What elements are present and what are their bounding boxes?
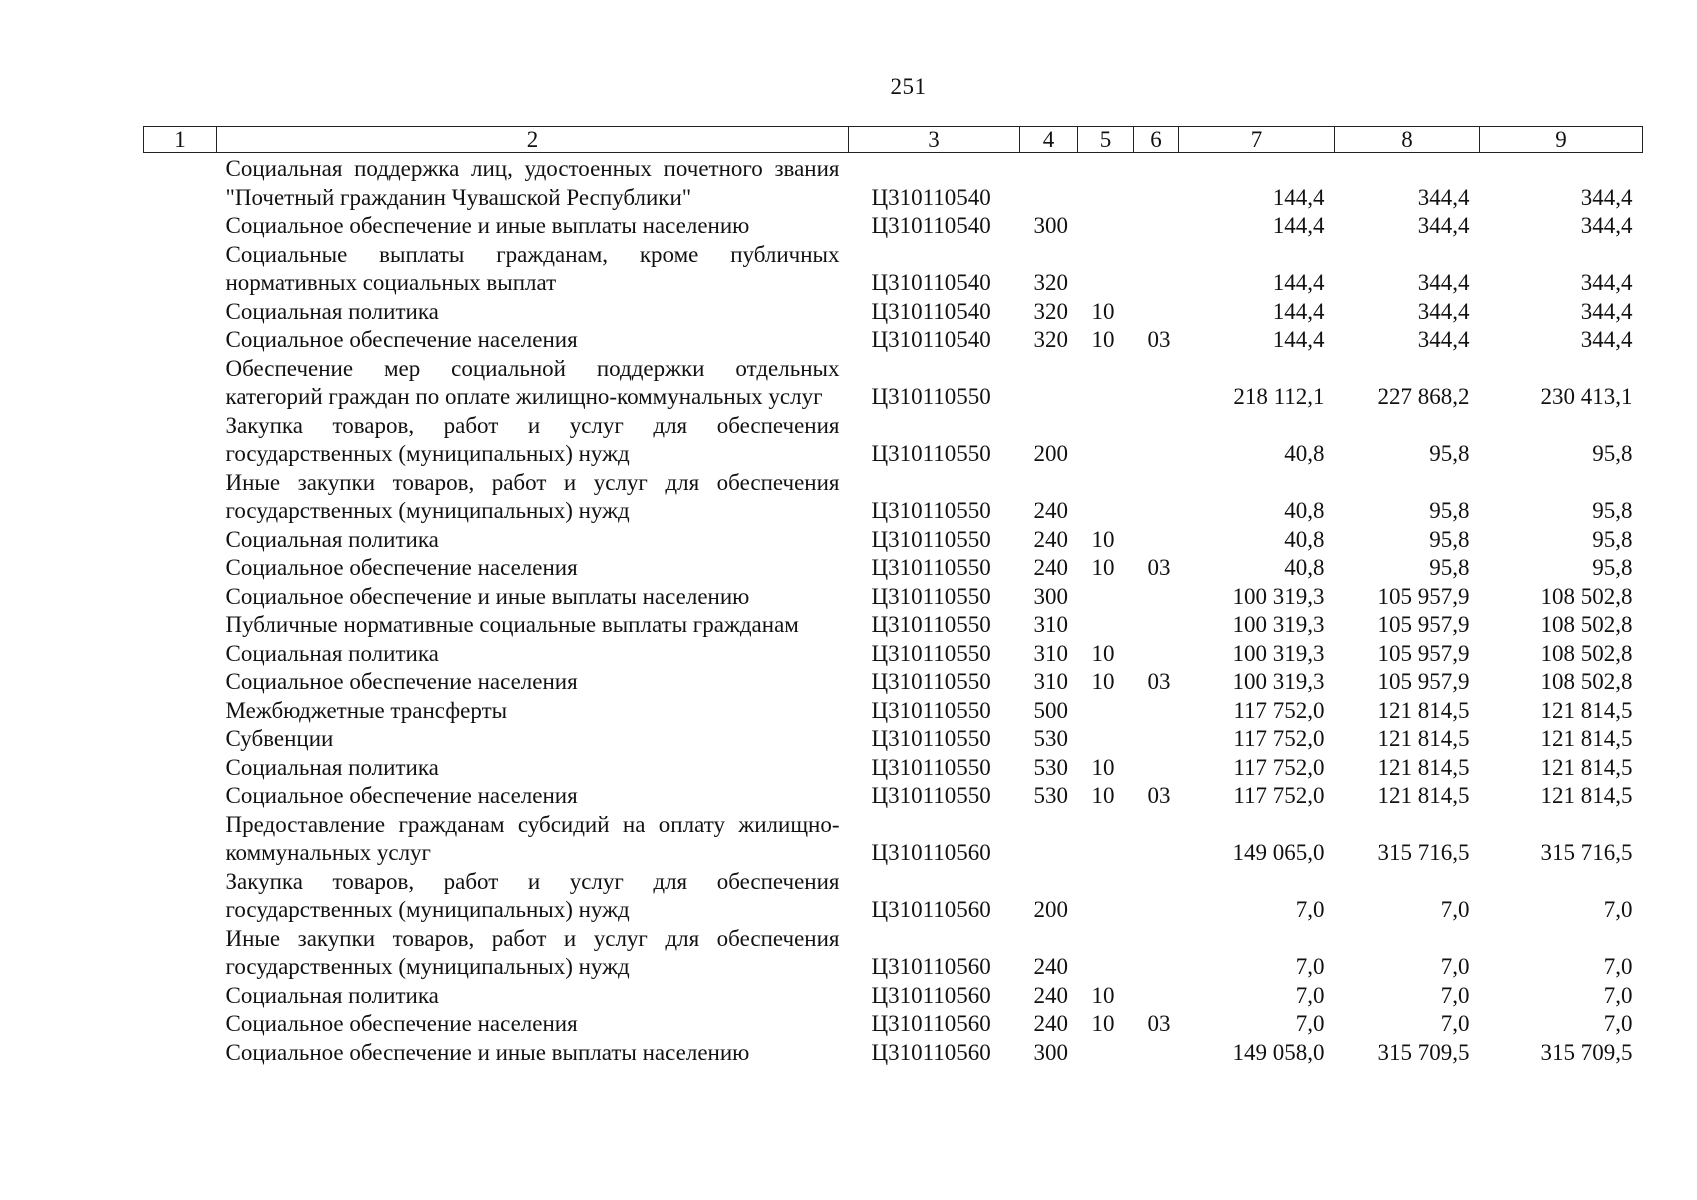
- cell-amount-8: 344,4: [1417, 327, 1470, 352]
- cell-amount-7: 144,4: [1272, 270, 1325, 295]
- cell-col-1: [144, 640, 217, 669]
- cell-col-1: [144, 982, 217, 1011]
- table-row: [144, 782, 1643, 811]
- cell-col-1: [144, 611, 217, 640]
- cell-section: [1078, 469, 1134, 526]
- cell-col-1: [144, 298, 217, 327]
- cell-amount-9: 344,4: [1580, 213, 1633, 238]
- cell-amount-9: 344,4: [1580, 298, 1633, 324]
- cell-target-code: Ц310110550: [871, 555, 991, 580]
- cell-subsection: [1134, 697, 1179, 726]
- table-row: [144, 583, 1643, 612]
- cell-amount-8: 121 814,5: [1377, 726, 1470, 751]
- cell-section: [1078, 153, 1134, 213]
- cell-amount-7: 100 319,3: [1232, 669, 1325, 694]
- header-col-6: 6: [1134, 127, 1179, 153]
- cell-section: [1078, 811, 1134, 868]
- cell-amount-7: 7,0: [1295, 897, 1325, 922]
- cell-target-code: Ц310110550: [871, 583, 991, 609]
- cell-subsection: [1134, 611, 1179, 640]
- cell-amount-8: 7,0: [1440, 982, 1470, 1008]
- cell-expense-type: 240: [1033, 555, 1068, 580]
- cell-subsection: [1134, 754, 1179, 783]
- cell-name: Социальные выплаты гражданам, кроме публичных нормативных социальных выплат: [225, 241, 840, 295]
- cell-amount-8: 95,8: [1429, 441, 1470, 466]
- cell-subsection: [1134, 925, 1179, 982]
- cell-col-1: [144, 526, 217, 555]
- cell-amount-8: 105 957,9: [1377, 583, 1470, 609]
- cell-amount-9: 121 814,5: [1540, 783, 1633, 808]
- cell-section: [1078, 212, 1134, 241]
- cell-subsection: [1134, 355, 1179, 412]
- header-col-2: 2: [217, 127, 849, 153]
- cell-amount-7: 144,4: [1272, 327, 1325, 352]
- cell-expense-type: 530: [1033, 754, 1068, 780]
- cell-subsection: 03: [1147, 1011, 1171, 1036]
- cell-subsection: [1134, 811, 1179, 868]
- cell-expense-type: 240: [1033, 1011, 1068, 1036]
- cell-target-code: Ц310110550: [871, 640, 991, 666]
- cell-name: Иные закупки товаров, работ и услуг для обеспечения государственных (муниципальных) нужд: [225, 469, 840, 523]
- cell-target-code: Ц310110560: [871, 1011, 991, 1036]
- cell-subsection: [1134, 153, 1179, 213]
- cell-subsection: [1134, 640, 1179, 669]
- cell-amount-7: 117 752,0: [1233, 783, 1325, 808]
- cell-col-1: [144, 355, 217, 412]
- cell-target-code: Ц310110560: [871, 954, 991, 979]
- table-row: [144, 754, 1643, 783]
- table-row: [144, 153, 1643, 213]
- cell-amount-7: 40,8: [1284, 555, 1325, 580]
- cell-target-code: Ц310110540: [871, 213, 991, 238]
- cell-amount-8: 344,4: [1417, 298, 1470, 324]
- cell-expense-type: 200: [1033, 441, 1068, 466]
- cell-col-1: [144, 725, 217, 754]
- table-row: [144, 611, 1643, 640]
- cell-name: Обеспечение мер социальной поддержки отдельных категорий граждан по оплате жилищно-коммунальных услуг: [225, 355, 840, 409]
- cell-amount-7: 40,8: [1284, 526, 1325, 552]
- cell-subsection: [1134, 469, 1179, 526]
- header-row: [144, 127, 1643, 153]
- cell-amount-7: 144,4: [1272, 298, 1325, 324]
- table-row: [144, 526, 1643, 555]
- cell-target-code: Ц310110560: [871, 897, 991, 922]
- cell-amount-9: 230 413,1: [1540, 384, 1633, 409]
- cell-amount-8: 95,8: [1429, 555, 1470, 580]
- cell-amount-7: 100 319,3: [1232, 583, 1325, 609]
- cell-subsection: [1134, 868, 1179, 925]
- cell-amount-7: 7,0: [1295, 954, 1325, 979]
- cell-amount-8: 121 814,5: [1377, 697, 1470, 723]
- cell-col-1: [144, 241, 217, 298]
- table-row: [144, 811, 1643, 868]
- cell-col-1: [144, 153, 217, 213]
- cell-amount-8: 105 957,9: [1377, 640, 1470, 666]
- cell-section: 10: [1091, 327, 1115, 352]
- cell-target-code: Ц310110550: [871, 754, 991, 780]
- table-row: [144, 241, 1643, 298]
- cell-amount-7: 7,0: [1295, 1011, 1325, 1036]
- cell-expense-type: 530: [1033, 783, 1068, 808]
- cell-amount-7: 144,4: [1272, 213, 1325, 238]
- cell-expense-type: 300: [1033, 1039, 1068, 1065]
- cell-expense-type: 240: [1033, 982, 1068, 1008]
- cell-section: 10: [1091, 640, 1115, 666]
- cell-target-code: Ц310110550: [871, 498, 991, 523]
- cell-expense-type: [1020, 355, 1078, 412]
- cell-subsection: [1134, 241, 1179, 298]
- cell-name: Социальное обеспечение и иные выплаты населению: [225, 213, 750, 238]
- cell-amount-7: 149 065,0: [1232, 840, 1325, 865]
- cell-amount-9: 344,4: [1580, 270, 1633, 295]
- cell-amount-9: 108 502,8: [1540, 583, 1633, 609]
- cell-section: 10: [1091, 982, 1115, 1008]
- cell-expense-type: 320: [1033, 270, 1068, 295]
- cell-expense-type: 240: [1033, 526, 1068, 552]
- cell-name: Социальная политика: [225, 298, 439, 324]
- cell-section: [1078, 925, 1134, 982]
- cell-amount-8: 95,8: [1429, 498, 1470, 523]
- cell-amount-9: 315 709,5: [1540, 1039, 1633, 1065]
- cell-subsection: [1134, 298, 1179, 327]
- cell-name: Социальное обеспечение населения: [225, 555, 578, 580]
- cell-amount-7: 100 319,3: [1232, 612, 1325, 637]
- cell-name: Субвенции: [225, 726, 334, 751]
- cell-col-1: [144, 697, 217, 726]
- cell-name: Социальное обеспечение населения: [225, 1011, 578, 1036]
- cell-section: [1078, 583, 1134, 612]
- header-col-8: 8: [1335, 127, 1480, 153]
- cell-expense-type: 320: [1033, 298, 1068, 324]
- cell-amount-9: 108 502,8: [1540, 640, 1633, 666]
- cell-target-code: Ц310110550: [871, 441, 991, 466]
- cell-amount-7: 218 112,1: [1233, 384, 1325, 409]
- cell-col-1: [144, 1039, 217, 1068]
- table-row: [144, 725, 1643, 754]
- cell-amount-7: 117 752,0: [1233, 726, 1325, 751]
- table-row: [144, 668, 1643, 697]
- table-row: [144, 1010, 1643, 1039]
- table-row: [144, 469, 1643, 526]
- cell-amount-7: 117 752,0: [1233, 697, 1325, 723]
- cell-subsection: [1134, 583, 1179, 612]
- cell-amount-7: 40,8: [1284, 441, 1325, 466]
- table-row: [144, 554, 1643, 583]
- cell-col-1: [144, 583, 217, 612]
- cell-subsection: [1134, 725, 1179, 754]
- cell-subsection: 03: [1147, 783, 1171, 808]
- cell-amount-9: 108 502,8: [1540, 612, 1633, 637]
- cell-col-1: [144, 811, 217, 868]
- cell-expense-type: 310: [1033, 640, 1068, 666]
- cell-amount-8: 344,4: [1417, 270, 1470, 295]
- table-row: [144, 298, 1643, 327]
- cell-name: Межбюджетные трансферты: [225, 697, 508, 723]
- cell-expense-type: [1020, 811, 1078, 868]
- cell-expense-type: 300: [1033, 213, 1068, 238]
- table-row: [144, 412, 1643, 469]
- cell-target-code: Ц310110540: [871, 184, 991, 210]
- table-header: [144, 127, 1643, 153]
- table-row: [144, 982, 1643, 1011]
- cell-target-code: Ц310110550: [871, 526, 991, 552]
- cell-section: [1078, 412, 1134, 469]
- header-col-7: 7: [1179, 127, 1335, 153]
- cell-amount-8: 315 709,5: [1377, 1039, 1470, 1065]
- cell-name: Социальное обеспечение и иные выплаты населению: [225, 583, 750, 609]
- cell-expense-type: 200: [1033, 897, 1068, 922]
- cell-subsection: [1134, 1039, 1179, 1068]
- cell-amount-7: 144,4: [1272, 184, 1325, 210]
- cell-section: [1078, 611, 1134, 640]
- cell-amount-9: 95,8: [1592, 555, 1633, 580]
- cell-amount-9: 95,8: [1592, 498, 1633, 523]
- cell-section: 10: [1091, 754, 1115, 780]
- cell-name: Социальная политика: [225, 982, 439, 1008]
- cell-subsection: 03: [1147, 327, 1171, 352]
- cell-col-1: [144, 326, 217, 355]
- cell-amount-8: 344,4: [1417, 213, 1470, 238]
- cell-section: 10: [1091, 1011, 1115, 1036]
- cell-subsection: [1134, 412, 1179, 469]
- cell-target-code: Ц310110550: [871, 669, 991, 694]
- cell-col-1: [144, 554, 217, 583]
- cell-amount-8: 121 814,5: [1377, 754, 1470, 780]
- cell-col-1: [144, 782, 217, 811]
- table-row: [144, 326, 1643, 355]
- cell-section: 10: [1091, 526, 1115, 552]
- cell-expense-type: 320: [1033, 327, 1068, 352]
- cell-amount-8: 227 868,2: [1377, 384, 1470, 409]
- cell-amount-8: 105 957,9: [1377, 612, 1470, 637]
- cell-amount-9: 315 716,5: [1540, 840, 1633, 865]
- budget-table: [143, 126, 1643, 1067]
- cell-name: Закупка товаров, работ и услуг для обеспечения государственных (муниципальных) нужд: [225, 868, 840, 922]
- cell-col-1: [144, 754, 217, 783]
- cell-name: Предоставление гражданам субсидий на оплату жилищно-коммунальных услуг: [225, 811, 840, 865]
- cell-subsection: 03: [1147, 555, 1171, 580]
- cell-name: Иные закупки товаров, работ и услуг для обеспечения государственных (муниципальных) нужд: [225, 925, 840, 979]
- cell-name: Социальная политика: [225, 640, 439, 666]
- cell-subsection: [1134, 526, 1179, 555]
- cell-target-code: Ц310110550: [871, 726, 991, 751]
- cell-amount-9: 344,4: [1580, 327, 1633, 352]
- cell-expense-type: [1020, 153, 1078, 213]
- cell-amount-8: 7,0: [1440, 897, 1470, 922]
- cell-expense-type: 500: [1033, 697, 1068, 723]
- cell-target-code: Ц310110540: [871, 327, 991, 352]
- cell-target-code: Ц310110540: [871, 298, 991, 324]
- cell-subsection: 03: [1147, 669, 1171, 694]
- cell-amount-8: 7,0: [1440, 1011, 1470, 1036]
- table-row: [144, 925, 1643, 982]
- cell-col-1: [144, 1010, 217, 1039]
- cell-name: Социальное обеспечение населения: [225, 327, 578, 352]
- cell-name: Социальная политика: [225, 754, 439, 780]
- cell-amount-7: 117 752,0: [1233, 754, 1325, 780]
- cell-amount-9: 121 814,5: [1540, 754, 1633, 780]
- cell-amount-8: 95,8: [1429, 526, 1470, 552]
- cell-section: [1078, 725, 1134, 754]
- cell-subsection: [1134, 212, 1179, 241]
- cell-col-1: [144, 469, 217, 526]
- cell-name: Социальная политика: [225, 526, 439, 552]
- cell-amount-9: 95,8: [1592, 526, 1633, 552]
- cell-amount-9: 7,0: [1603, 982, 1633, 1008]
- cell-amount-8: 344,4: [1417, 184, 1470, 210]
- table-body: [144, 153, 1643, 1068]
- cell-section: 10: [1091, 298, 1115, 324]
- header-col-3: 3: [849, 127, 1020, 153]
- cell-name: Социальное обеспечение населения: [225, 783, 578, 808]
- cell-amount-9: 7,0: [1603, 897, 1633, 922]
- cell-target-code: Ц310110550: [871, 697, 991, 723]
- cell-amount-9: 344,4: [1580, 184, 1633, 210]
- cell-amount-8: 121 814,5: [1377, 783, 1470, 808]
- cell-section: [1078, 355, 1134, 412]
- cell-target-code: Ц310110560: [871, 1039, 991, 1065]
- cell-amount-9: 121 814,5: [1540, 697, 1633, 723]
- cell-amount-9: 108 502,8: [1540, 669, 1633, 694]
- header-col-5: 5: [1078, 127, 1134, 153]
- cell-amount-7: 40,8: [1284, 498, 1325, 523]
- cell-subsection: [1134, 982, 1179, 1011]
- cell-expense-type: 300: [1033, 583, 1068, 609]
- cell-col-1: [144, 212, 217, 241]
- cell-amount-9: 7,0: [1603, 1011, 1633, 1036]
- header-col-9: 9: [1480, 127, 1643, 153]
- cell-section: 10: [1091, 555, 1115, 580]
- table-row: [144, 640, 1643, 669]
- cell-section: 10: [1091, 669, 1115, 694]
- cell-section: [1078, 868, 1134, 925]
- cell-target-code: Ц310110550: [871, 783, 991, 808]
- cell-col-1: [144, 668, 217, 697]
- cell-name: Социальное обеспечение населения: [225, 669, 578, 694]
- cell-amount-8: 105 957,9: [1377, 669, 1470, 694]
- cell-name: Социальная поддержка лиц, удостоенных почетного звания "Почетный гражданин Чувашской Республики": [225, 156, 840, 210]
- cell-target-code: Ц310110550: [871, 612, 991, 637]
- cell-amount-9: 121 814,5: [1540, 726, 1633, 751]
- cell-section: [1078, 697, 1134, 726]
- cell-col-1: [144, 412, 217, 469]
- cell-col-1: [144, 925, 217, 982]
- cell-name: Закупка товаров, работ и услуг для обеспечения государственных (муниципальных) нужд: [225, 412, 840, 466]
- cell-amount-8: 7,0: [1440, 954, 1470, 979]
- cell-col-1: [144, 868, 217, 925]
- cell-target-code: Ц310110540: [871, 270, 991, 295]
- table-row: [144, 868, 1643, 925]
- cell-section: [1078, 1039, 1134, 1068]
- cell-target-code: Ц310110560: [871, 840, 991, 865]
- page-number: 251: [890, 74, 927, 99]
- cell-amount-9: 95,8: [1592, 441, 1633, 466]
- cell-expense-type: 240: [1033, 498, 1068, 523]
- cell-expense-type: 310: [1033, 669, 1068, 694]
- cell-expense-type: 310: [1033, 612, 1068, 637]
- cell-amount-7: 7,0: [1295, 982, 1325, 1008]
- cell-amount-7: 149 058,0: [1232, 1039, 1325, 1065]
- table-row: [144, 697, 1643, 726]
- cell-name: Социальное обеспечение и иные выплаты населению: [225, 1039, 750, 1065]
- table-row: [144, 355, 1643, 412]
- cell-section: [1078, 241, 1134, 298]
- cell-target-code: Ц310110560: [871, 982, 991, 1008]
- cell-expense-type: 240: [1033, 954, 1068, 979]
- cell-name: Публичные нормативные социальные выплаты гражданам: [225, 612, 799, 637]
- header-col-4: 4: [1020, 127, 1078, 153]
- table-row: [144, 212, 1643, 241]
- cell-amount-8: 315 716,5: [1377, 840, 1470, 865]
- cell-amount-7: 100 319,3: [1232, 640, 1325, 666]
- cell-amount-9: 7,0: [1603, 954, 1633, 979]
- table-row: [144, 1039, 1643, 1068]
- header-col-1: 1: [144, 127, 217, 153]
- cell-target-code: Ц310110550: [871, 384, 991, 409]
- cell-section: 10: [1091, 783, 1115, 808]
- cell-expense-type: 530: [1033, 726, 1068, 751]
